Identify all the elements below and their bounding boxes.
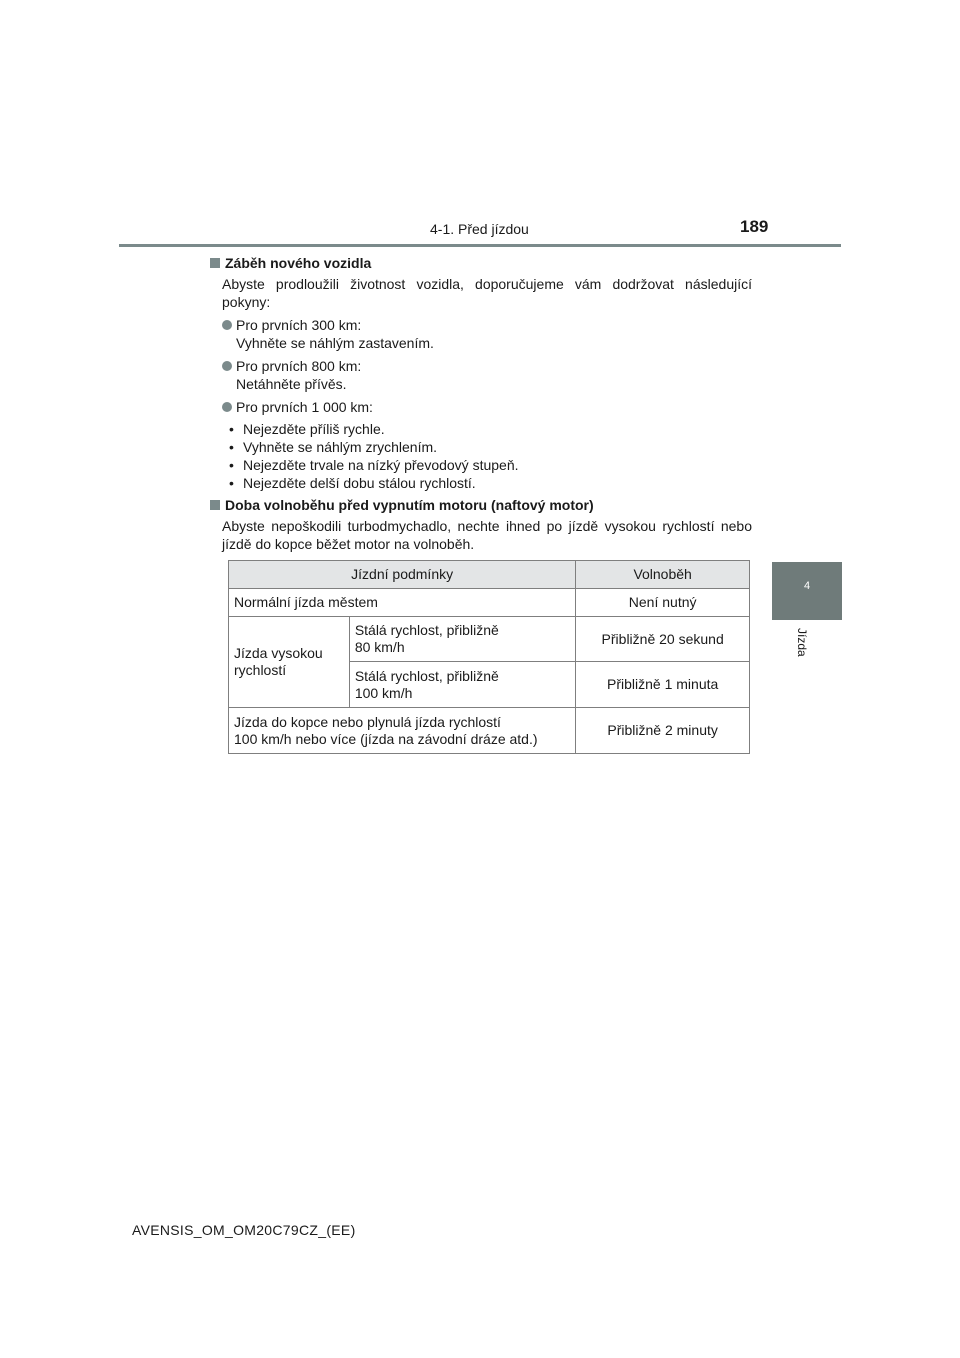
circle-bullet-icon <box>222 320 232 330</box>
chapter-number: 4 <box>803 580 811 592</box>
dot-bullet-icon: • <box>229 457 234 473</box>
table-header-row <box>229 561 750 589</box>
table-header-cell: Jízdní podmínky <box>229 561 576 589</box>
circle-bullet-icon <box>222 402 232 412</box>
dot-bullet-icon: • <box>229 475 234 491</box>
list-item <box>208 398 752 416</box>
sub-list-item <box>229 438 752 456</box>
table-cell: Normální jízda městem <box>229 589 576 617</box>
square-bullet-icon <box>210 258 220 268</box>
section-intro: Abyste nepoškodili turbodmychadlo, nechte ihned po jízdě vysokou rychlostí nebo jízdě do kopce běžet motor na volnoběh. <box>222 518 752 552</box>
table-cell-line: 100 km/h <box>354 684 413 701</box>
table-cell <box>229 617 350 708</box>
list-item-line: Vyhněte se náhlým zastavením. <box>236 335 434 351</box>
table-cell: Přibližně 1 minuta <box>576 662 750 708</box>
sub-list-item-text: Vyhněte se náhlým zrychlením. <box>243 439 438 455</box>
table-cell-line: rychlostí <box>234 662 287 678</box>
sub-list-item-text: Nejezděte trvale na nízký převodový stupeň. <box>243 457 519 473</box>
table-cell-line: Jízda vysokou <box>234 645 323 661</box>
table-row <box>229 589 750 617</box>
sub-list <box>208 420 752 492</box>
list-item <box>208 316 752 352</box>
dot-bullet-icon: • <box>229 421 234 437</box>
list-item-line: Pro prvních 1 000 km: <box>236 399 373 415</box>
table-row <box>229 708 750 754</box>
list-item-text <box>236 316 434 352</box>
table-cell <box>349 617 575 662</box>
table-cell-line: Stálá rychlost, přibližně <box>354 667 499 684</box>
chapter-tab <box>772 562 842 620</box>
sub-list-item-text: Nejezděte příliš rychle. <box>243 421 385 437</box>
list-item-text <box>236 398 373 416</box>
table-cell: Není nutný <box>576 589 750 617</box>
sub-list-item <box>229 420 752 438</box>
section-intro: Abyste prodloužili životnost vozidla, doporučujeme vám dodržovat následující pokyny: <box>222 276 752 310</box>
table-cell <box>349 662 575 708</box>
list-item-line: Netáhněte přívěs. <box>236 376 347 392</box>
section-title: Doba volnoběhu před vypnutím motoru (naftový motor) <box>225 497 594 513</box>
chapter-label: Jízda <box>795 628 809 657</box>
footer-doc-code: AVENSIS_OM_OM20C79CZ_(EE) <box>132 1222 356 1238</box>
table-cell <box>229 708 576 754</box>
table-row <box>229 617 750 662</box>
sub-list-item-text: Nejezděte delší dobu stálou rychlostí. <box>243 475 476 491</box>
table-cell: Přibližně 2 minuty <box>576 708 750 754</box>
page-number: 189 <box>740 217 769 236</box>
section-heading <box>208 254 752 272</box>
table-cell-line: Jízda do kopce nebo plynulá jízda rychlostí <box>234 713 501 730</box>
header-section-title: 4-1. Před jízdou <box>430 221 529 237</box>
table-header-cell: Volnoběh <box>576 561 750 589</box>
content <box>208 254 752 553</box>
list-item-line: Pro prvních 300 km: <box>236 317 362 333</box>
circle-bullet-icon <box>222 361 232 371</box>
table-cell-line: Stálá rychlost, přibližně <box>354 622 499 638</box>
section-heading <box>208 496 752 514</box>
table-cell-line: 100 km/h nebo více (jízda na závodní dráze atd.) <box>234 730 538 747</box>
sub-list-item <box>229 474 752 492</box>
table-cell-line: 80 km/h <box>354 639 405 655</box>
list-item-line: Pro prvních 800 km: <box>236 358 362 374</box>
table-cell: Přibližně 20 sekund <box>576 617 750 662</box>
header-rule <box>119 244 841 247</box>
section-title: Záběh nového vozidla <box>225 255 372 271</box>
dot-bullet-icon: • <box>229 439 234 455</box>
list-item-text <box>236 357 361 393</box>
square-bullet-icon <box>210 500 220 510</box>
list-item <box>208 357 752 393</box>
idle-time-table <box>228 560 750 754</box>
sub-list-item <box>229 456 752 474</box>
